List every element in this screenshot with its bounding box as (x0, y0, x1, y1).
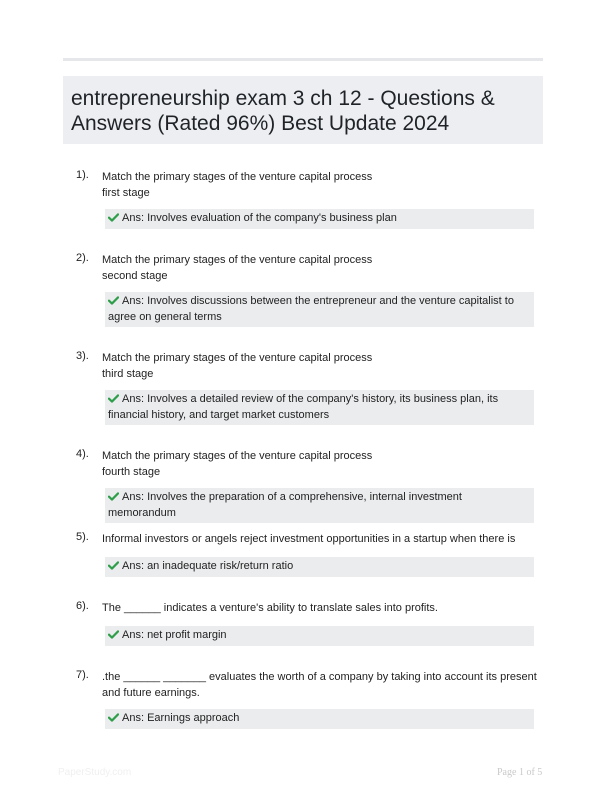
question-text (102, 532, 542, 548)
answer-text: Ans: Involves the preparation of a comprehensive, internal investment memorandum (108, 491, 462, 519)
question-subline: third stage (102, 367, 154, 380)
question-subline: first stage (102, 186, 150, 199)
question-text (102, 170, 542, 201)
check-icon (108, 296, 119, 305)
question-line: Match the primary stages of the venture capital process (102, 352, 373, 364)
question-line: Match the primary stages of the venture capital process (102, 254, 373, 266)
answer-box (105, 557, 534, 577)
question-subline: fourth stage (102, 465, 161, 478)
page-title: entrepreneurship exam 3 ch 12 - Questions & Answers (Rated 96%) Best Update 2024 (71, 87, 495, 135)
answer-text: Ans: Earnings approach (122, 712, 240, 724)
check-icon (108, 492, 119, 501)
question-line: Match the primary stages of the venture capital process (102, 171, 373, 183)
footer-watermark: PaperStudy.com (58, 767, 132, 778)
answer-box (105, 488, 534, 523)
answer-box (105, 292, 534, 327)
answer-box (105, 209, 534, 229)
answer-text: Ans: Involves discussions between the entrepreneur and the venture capitalist to agree on general terms (108, 295, 514, 323)
question-line: The ______ indicates a venture's ability to translate sales into profits. (102, 602, 438, 614)
question-number: 7). (76, 669, 89, 681)
answer-text: Ans: an inadequate risk/return ratio (122, 560, 294, 572)
answer-text: Ans: Involves a detailed review of the company's history, its business plan, its financial history, and target market customers (108, 393, 499, 421)
question-line: .the ______ _______ evaluates the worth of a company by taking into account its present and future earnings. (102, 671, 537, 699)
question-number: 4). (76, 448, 89, 460)
question-text (102, 670, 542, 701)
check-icon (108, 561, 119, 570)
answer-box (105, 390, 534, 425)
top-divider (63, 58, 543, 61)
question-number: 5). (76, 531, 89, 543)
question-line: Informal investors or angels reject investment opportunities in a startup when there is (102, 533, 516, 545)
question-number: 6). (76, 600, 89, 612)
question-number: 1). (76, 169, 89, 181)
check-icon (108, 630, 119, 639)
question-number: 3). (76, 350, 89, 362)
check-icon (108, 394, 119, 403)
question-number: 2). (76, 252, 89, 264)
title-banner (63, 76, 543, 144)
page-number: Page 1 of 5 (497, 767, 543, 778)
answer-text: Ans: net profit margin (122, 629, 227, 641)
question-text (102, 253, 542, 284)
question-subline: second stage (102, 269, 168, 282)
question-line: Match the primary stages of the venture capital process (102, 450, 373, 462)
question-text (102, 601, 542, 617)
check-icon (108, 213, 119, 222)
answer-box (105, 709, 534, 729)
answer-box (105, 626, 534, 646)
check-icon (108, 713, 119, 722)
question-text (102, 449, 542, 480)
answer-text: Ans: Involves evaluation of the company's business plan (122, 212, 397, 224)
question-text (102, 351, 542, 382)
